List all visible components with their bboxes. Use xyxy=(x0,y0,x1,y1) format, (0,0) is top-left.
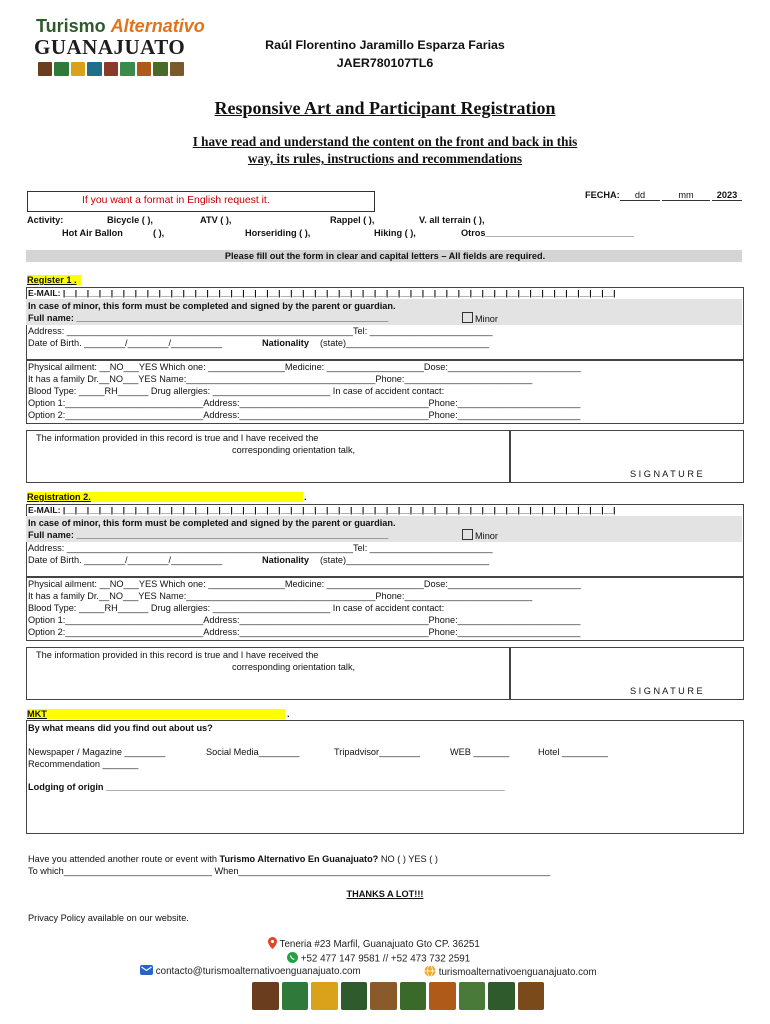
register1-blood-field[interactable]: Blood Type: _____RH______ Drug allergies: _______________________ In case of accident contact: xyxy=(28,386,445,396)
register2-minor-checkbox[interactable]: Minor xyxy=(462,529,498,541)
date-month-field[interactable]: mm xyxy=(662,190,710,201)
register1-family-doctor-field[interactable]: It has a family Dr.__NO___YES Name:_____________________________________Phone:_________________________ xyxy=(28,374,533,384)
register1-option2-field[interactable]: Option 2:___________________________Address:_____________________________________Phone:________________________ xyxy=(28,410,581,420)
register2-fullname-field[interactable]: Full name: _____________________________________________________________ xyxy=(28,530,389,540)
activity-balloon[interactable]: Hot Air Ballon xyxy=(62,228,123,238)
register1-address-field[interactable]: Address: ________________________________________________________Tel: ________________________ xyxy=(28,326,493,336)
mkt-tripadvisor-field[interactable]: Tripadvisor________ xyxy=(334,747,420,757)
register2-address-field[interactable]: Address: ________________________________________________________Tel: ________________________ xyxy=(28,543,493,553)
privacy-policy-text: Privacy Policy available on our website. xyxy=(28,913,189,923)
email-icon xyxy=(140,965,153,978)
mkt-lodging-field[interactable]: Lodging of origin ______________________________________________________________________________ xyxy=(28,782,505,792)
register2-state-field[interactable]: (state)____________________________ xyxy=(320,555,490,565)
mkt-web-field[interactable]: WEB _______ xyxy=(450,747,510,757)
register2-nationality-label: Nationality xyxy=(262,555,309,565)
register1-option1-field[interactable]: Option 1:___________________________Address:_____________________________________Phone:________________________ xyxy=(28,398,581,408)
register2-signature-box[interactable] xyxy=(509,647,744,700)
subtitle-line1: I have read and understand the content on the front and back in this xyxy=(192,134,578,149)
register2-option1-field[interactable]: Option 1:___________________________Address:_____________________________________Phone:________________________ xyxy=(28,615,581,625)
register1-ailment-field[interactable]: Physical ailment: __NO___YES Which one: _______________Medicine: ___________________Dose:__________________________ xyxy=(28,362,581,372)
attended-question: Have you attended another route or event with Turismo Alternativo En Guanajuato? NO ( ) YES ( ) xyxy=(28,854,438,864)
mkt-box xyxy=(26,720,744,834)
date-label: FECHA: xyxy=(585,190,620,200)
mkt-newspaper-field[interactable]: Newspaper / Magazine ________ xyxy=(28,747,166,757)
register2-family-doctor-field[interactable]: It has a family Dr.__NO___YES Name:_____________________________________Phone:_________________________ xyxy=(28,591,533,601)
footer-phones: +52 477 147 9581 // +52 473 732 2591 xyxy=(287,952,470,966)
activity-atv[interactable]: ATV ( ), xyxy=(200,215,232,225)
mkt-title: MKT xyxy=(27,709,285,719)
register2-option2-field[interactable]: Option 2:___________________________Address:_____________________________________Phone:________________________ xyxy=(28,627,581,637)
register2-title: Registration 2. xyxy=(27,492,303,502)
checkbox-icon xyxy=(462,529,473,540)
logo-line1: Turismo Alternativo xyxy=(36,16,205,36)
checkbox-icon xyxy=(462,312,473,323)
activity-rappel[interactable]: Rappel ( ), xyxy=(330,215,375,225)
attended-which-field[interactable]: To which_____________________________ When_____________________________________________________________ xyxy=(28,866,551,876)
register1-statement-line2: corresponding orientation talk, xyxy=(232,445,356,455)
activity-other[interactable]: Otros_____________________________ xyxy=(461,228,634,238)
owner-rfc: JAER780107TL6 xyxy=(336,56,434,70)
register2-ailment-field[interactable]: Physical ailment: __NO___YES Which one: _______________Medicine: ___________________Dose:__________________________ xyxy=(28,579,581,589)
register1-minor-note: In case of minor, this form must be completed and signed by the parent or guardian. xyxy=(28,301,396,311)
english-request-box xyxy=(27,191,375,212)
mkt-question: By what means did you find out about us? xyxy=(28,723,213,733)
globe-icon xyxy=(424,965,436,980)
register1-signature-box[interactable] xyxy=(509,430,744,483)
footer-activity-icons xyxy=(252,982,544,1010)
mkt-recommendation-field[interactable]: Recommendation _______ xyxy=(28,759,139,769)
mkt-social-field[interactable]: Social Media________ xyxy=(206,747,300,757)
register2-minor-note: In case of minor, this form must be completed and signed by the parent or guardian. xyxy=(28,518,396,528)
date-year: 2023 xyxy=(712,190,742,201)
register2-signature-label: S I G N A T U R E xyxy=(630,686,703,696)
activity-hiking[interactable]: Hiking ( ), xyxy=(374,228,416,238)
register2-blood-field[interactable]: Blood Type: _____RH______ Drug allergies: _______________________ In case of accident contact: xyxy=(28,603,445,613)
register1-email-field[interactable]: E-MAIL: |__|__|__|__|__|__|__|__|__|__|__|__|__|__|__|__|__|__|__|__|__|__|__|__|__|__|__|__|__|__|__|__|__|__|__|__|__|__|__|__|__|__|__|__|__|__| xyxy=(28,288,616,298)
activity-horseriding[interactable]: Horseriding ( ), xyxy=(245,228,311,238)
register2-email-field[interactable]: E-MAIL: |__|__|__|__|__|__|__|__|__|__|__|__|__|__|__|__|__|__|__|__|__|__|__|__|__|__|__|__|__|__|__|__|__|__|__|__|__|__|__|__|__|__|__|__|__|__| xyxy=(28,505,616,515)
register1-statement-line1: The information provided in this record is true and I have received the xyxy=(36,433,319,443)
whatsapp-icon xyxy=(287,952,298,966)
register1-fullname-field[interactable]: Full name: _____________________________________________________________ xyxy=(28,313,389,323)
register1-signature-label: S I G N A T U R E xyxy=(630,469,703,479)
footer-website[interactable]: turismoalternativoenguanajuato.com xyxy=(424,965,597,980)
subtitle-line2: way, its rules, instructions and recommendations xyxy=(247,151,523,166)
footer-email[interactable]: contacto@turismoalternativoenguanajuato.com xyxy=(140,965,361,978)
activity-all-terrain[interactable]: V. all terrain ( ), xyxy=(419,215,485,225)
english-request-note: If you want a format in English request it. xyxy=(82,195,270,206)
register2-birth-field[interactable]: Date of Birth. ________/________/__________ xyxy=(28,555,223,565)
register2-statement-line1: The information provided in this record is true and I have received the xyxy=(36,650,319,660)
register2-statement-line2: corresponding orientation talk, xyxy=(232,662,356,672)
location-pin-icon xyxy=(268,937,277,952)
mkt-title-end: . xyxy=(287,709,290,719)
thanks-text: THANKS A LOT!!! xyxy=(346,889,424,899)
mkt-hotel-field[interactable]: Hotel _________ xyxy=(538,747,608,757)
register1-nationality-label: Nationality xyxy=(262,338,309,348)
logo-line2: GUANAJUATO xyxy=(34,35,186,59)
owner-name: Raúl Florentino Jaramillo Esparza Farias xyxy=(265,38,505,52)
register1-minor-checkbox[interactable]: Minor xyxy=(462,312,498,324)
instructions-text: Please fill out the form in clear and capital letters – All fields are required. xyxy=(224,251,546,261)
activity-balloon-mark[interactable]: ( ), xyxy=(153,228,165,238)
register2-title-end: . xyxy=(304,492,307,502)
register1-title: Register 1 . xyxy=(27,275,81,285)
activity-label: Activity: xyxy=(27,215,64,225)
footer-address: Teneria #23 Marfil, Guanajuato Gto CP. 36251 xyxy=(268,937,480,952)
date-day-field[interactable]: dd xyxy=(620,190,660,201)
page-title: Responsive Art and Participant Registration xyxy=(214,98,556,118)
register1-state-field[interactable]: (state)____________________________ xyxy=(320,338,490,348)
register1-birth-field[interactable]: Date of Birth. ________/________/__________ xyxy=(28,338,223,348)
activity-bicycle[interactable]: Bicycle ( ), xyxy=(107,215,153,225)
